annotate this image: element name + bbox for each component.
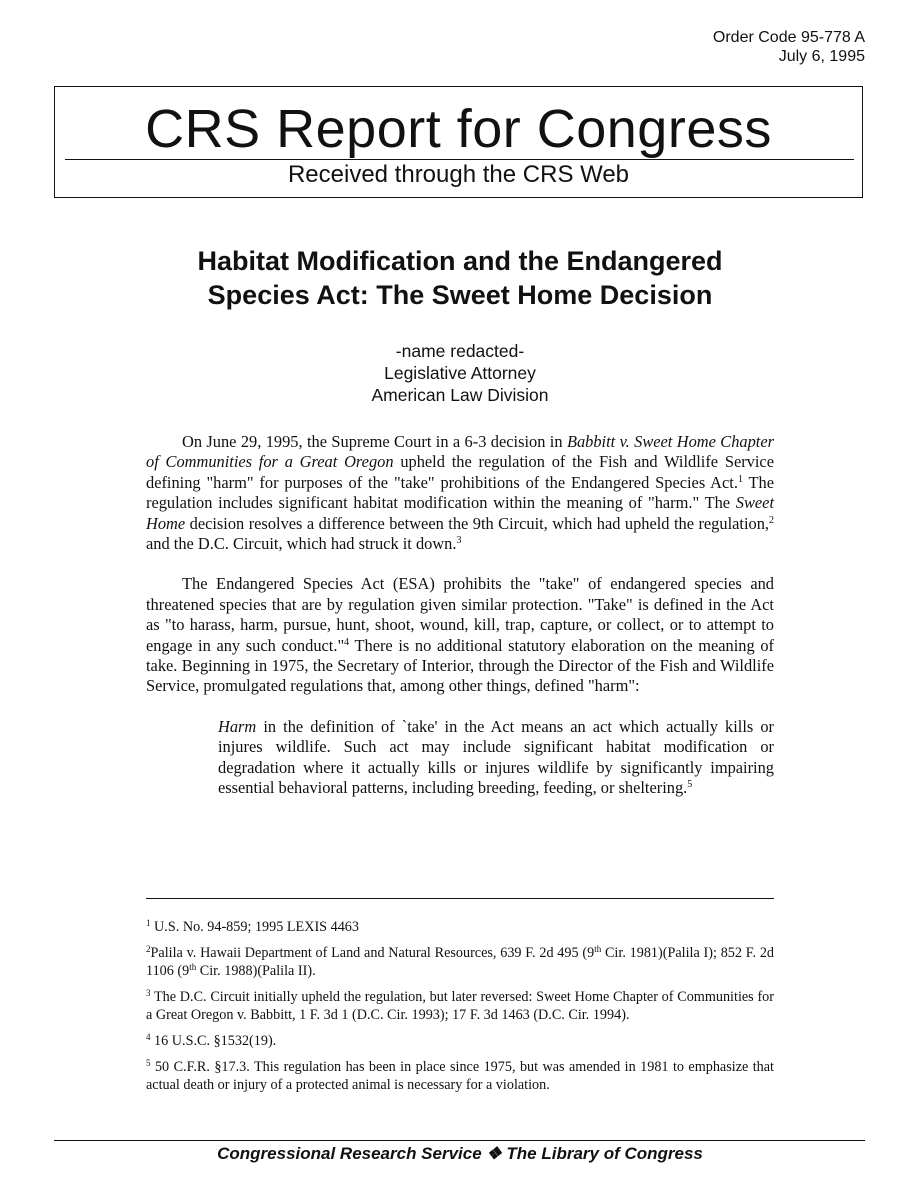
- document-title-line-2: Species Act: The Sweet Home Decision: [207, 280, 713, 310]
- author-name: -name redacted-: [395, 341, 525, 361]
- footnote-3: [146, 988, 774, 1024]
- footnote-5: [146, 1058, 774, 1094]
- footnote-4-text: 16 U.S.C. §1532(19).: [150, 1033, 277, 1049]
- author-block: [0, 340, 920, 406]
- footnote-1: [146, 918, 774, 936]
- report-banner: [54, 86, 863, 198]
- footer: [0, 1143, 920, 1165]
- footnote-ref-2[interactable]: 2: [769, 514, 774, 526]
- footnote-2-text-b: Cir. 1981)(Palila I); 852 F. 2d 1106 (9: [146, 945, 775, 979]
- footnote-ref-3[interactable]: 3: [456, 535, 462, 547]
- footer-divider: [54, 1140, 865, 1141]
- footnote-2-text-c: Cir. 1988)(Palila II).: [196, 963, 316, 979]
- banner-subtitle: Received through the CRS Web: [287, 161, 630, 188]
- footer-library: The Library of Congress: [506, 1144, 703, 1163]
- footnote-2-ordinal-1: th: [594, 944, 602, 954]
- footnote-ref-1[interactable]: 1: [737, 473, 743, 485]
- footnote-2-text-a: Palila v. Hawaii Department of Land and Natural Resources, 639 F. 2d 495 (9: [150, 945, 595, 961]
- footnote-4: [146, 1032, 774, 1050]
- footer-org: Congressional Research Service: [217, 1144, 482, 1163]
- paragraph-1-text-a: On June 29, 1995, the Supreme Court in a 6-3 decision in: [182, 432, 567, 451]
- footnote-2-ordinal-2: th: [189, 962, 197, 972]
- footnote-3-number: 3: [146, 988, 151, 998]
- report-date: July 6, 1995: [778, 48, 865, 65]
- footnote-divider: [146, 898, 774, 899]
- paragraph-1-text-b: upheld the regulation of the Fish and Wildlife Service defining "harm" for purposes of the "take" prohibitions of the Endangered Species Act.: [146, 452, 774, 492]
- document-title: [0, 244, 920, 312]
- order-info: [713, 28, 865, 66]
- paragraph-2-text-b: There is no additional statutory elaboration on the meaning of take. Beginning in 1975, the Secretary of Interior, through the Director of the Fish and Wildlife Service, promulgated regulations that, among other things, defined "harm":: [146, 635, 775, 696]
- author-title: Legislative Attorney: [384, 363, 536, 383]
- footnote-5-text: 50 C.F.R. §17.3. This regulation has been in place since 1975, but was amended in 1981 to emphasize that actual death or injury of a protected animal is necessary for a violation.: [146, 1059, 774, 1093]
- banner-title: CRS Report for Congress: [145, 99, 772, 159]
- quote-term: Harm: [218, 716, 257, 736]
- case-short-name: Sweet Home: [146, 493, 774, 533]
- footnote-4-number: 4: [146, 1032, 151, 1042]
- footnote-1-number: 1: [146, 918, 151, 928]
- footnote-ref-4[interactable]: 4: [344, 636, 350, 648]
- body-text: [146, 432, 774, 799]
- case-name: Babbitt v. Sweet Home Chapter of Communities for a Great Oregon: [146, 432, 774, 472]
- diamond-separator-icon: ❖: [486, 1144, 502, 1163]
- footnotes: [146, 918, 774, 1102]
- quote-text: in the definition of `take' in the Act means an act which actually kills or injures wildlife. Such act may include significant habitat modification or degradation where it actually kills or injures wildlife by significantly impairing essential behavioral patterns, including breeding, feeding, or sheltering.: [218, 716, 774, 798]
- footnote-2-number: 2: [146, 944, 151, 954]
- banner-divider: [65, 159, 854, 160]
- footnote-ref-5[interactable]: 5: [687, 779, 693, 791]
- paragraph-1-text-d: decision resolves a difference between the 9th Circuit, which had upheld the regulation,: [185, 513, 769, 533]
- order-code: Order Code 95-778 A: [712, 29, 865, 46]
- block-quote: [218, 717, 774, 799]
- paragraph-1-text-c: The regulation includes significant habitat modification within the meaning of "harm." The: [146, 472, 774, 513]
- paragraph-2-text-a: The Endangered Species Act (ESA) prohibits the "take" of endangered species and threatened species that are by regulation given similar protection. "Take" is defined in the Act as "to harass, harm, pursue, hunt, shoot, wound, kill, trap, capture, or collect, or to attempt to engage in any such conduct.": [146, 574, 774, 655]
- paragraph-1: [146, 432, 774, 554]
- footnote-1-text: U.S. No. 94-859; 1995 LEXIS 4463: [150, 919, 359, 935]
- paragraph-1-text-e: and the D.C. Circuit, which had struck it down.: [146, 534, 457, 554]
- document-title-line-1: Habitat Modification and the Endangered: [197, 246, 723, 276]
- author-division: American Law Division: [371, 385, 549, 405]
- footnote-3-text: The D.C. Circuit initially upheld the regulation, but later reversed: Sweet Home Chapter of Communities for a Great Oregon v. Babbitt, 1 F. 3d 1 (D.C. Cir. 1993); 17 F. 3d 1463 (D.C. Cir. 1994).: [146, 989, 774, 1023]
- footnote-5-number: 5: [146, 1058, 151, 1068]
- footnote-2: [146, 944, 774, 980]
- paragraph-2: [146, 574, 774, 696]
